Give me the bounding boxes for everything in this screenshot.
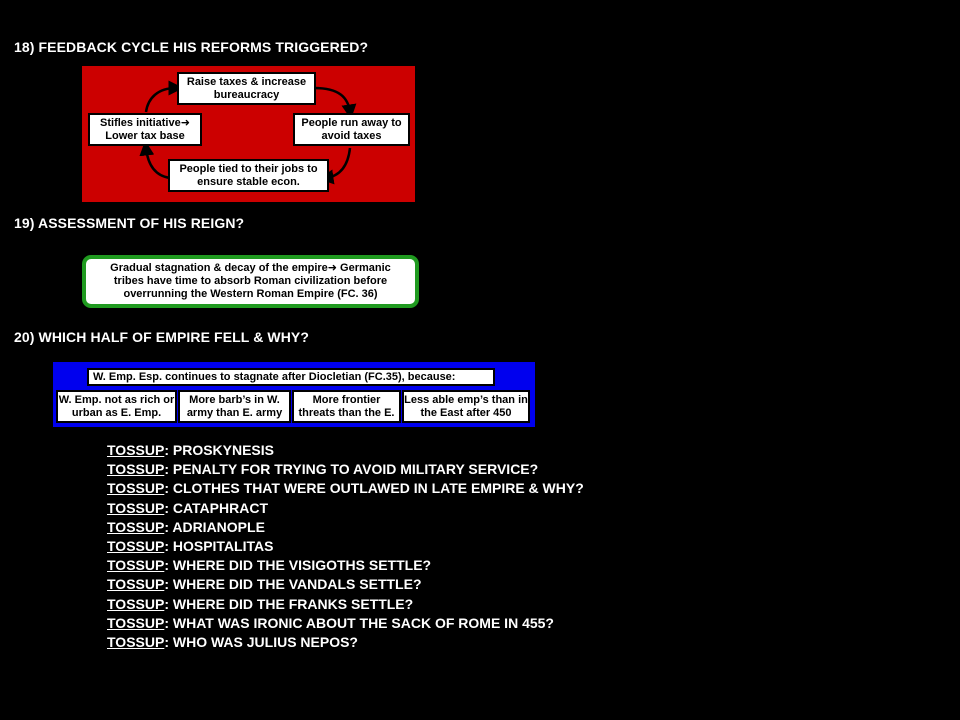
tossup-label: TOSSUP <box>107 518 165 535</box>
tossup-label: TOSSUP <box>107 442 165 458</box>
reason-text: W. Emp. not as rich or urban as E. Emp. <box>58 393 175 419</box>
tossup-label: TOSSUP <box>107 480 165 497</box>
cycle-box-stifles-text: Stifles initiative <box>100 116 181 129</box>
cycle-box-people-tied-text: People tied to their jobs to ensure stable econ. <box>179 162 318 188</box>
cycle-box-lower-tax-text: Lower tax base <box>105 129 185 142</box>
tossup-item <box>107 595 584 614</box>
cycle-box-people-run-away <box>293 113 410 146</box>
reason-box-frontier <box>292 390 401 423</box>
tossup-item <box>107 556 584 575</box>
tossup-label: TOSSUP <box>107 576 165 593</box>
tossup-list <box>107 441 584 652</box>
q19-heading: 19) ASSESSMENT OF HIS REIGN? <box>14 215 245 231</box>
empire-half-panel <box>53 362 535 427</box>
tossup-text: : WHERE DID THE VISIGOTHS SETTLE? <box>164 557 432 574</box>
cycle-arrow-left-top <box>146 88 176 112</box>
reason-text: More barb’s in W. army than E. army <box>186 393 283 419</box>
tossup-item <box>107 614 584 633</box>
tossup-item <box>107 479 584 498</box>
cycle-box-raise-taxes <box>177 72 316 105</box>
tossup-label: TOSSUP <box>107 499 165 516</box>
tossup-item <box>107 441 584 460</box>
tossup-text: : WHO WAS JULIUS NEPOS? <box>164 634 358 651</box>
half-header-text: W. Emp. Esp. continues to stagnate after Diocletian (FC.35), because: <box>93 370 456 383</box>
cycle-arrow-bottom-left <box>146 148 170 178</box>
tossup-text: : ADRIANOPLE <box>164 518 265 535</box>
tossup-label: TOSSUP <box>107 461 165 478</box>
cycle-box-stifles-initiative <box>88 113 202 146</box>
half-header-box <box>87 368 495 386</box>
tossup-label: TOSSUP <box>107 614 165 631</box>
cycle-box-raise-taxes-text: Raise taxes & increase bureaucracy <box>186 75 307 101</box>
tossup-text: : HOSPITALITAS <box>164 538 274 555</box>
tossup-item <box>107 575 584 594</box>
cycle-box-people-run-away-text: People run away to avoid taxes <box>301 116 402 142</box>
tossup-text: : PENALTY FOR TRYING TO AVOID MILITARY SERVICE? <box>164 461 539 478</box>
tossup-label: TOSSUP <box>107 595 165 612</box>
assessment-text-part1: Gradual stagnation & decay of the empire <box>110 262 328 274</box>
tossup-text: : WHERE DID THE FRANKS SETTLE? <box>164 595 414 612</box>
reason-text: More frontier threats than the E. <box>298 393 395 419</box>
tossup-text: : CATAPHRACT <box>164 499 268 516</box>
tossup-item <box>107 499 584 518</box>
q18-heading: 18) FEEDBACK CYCLE HIS REFORMS TRIGGERED? <box>14 39 369 55</box>
tossup-label: TOSSUP <box>107 634 165 651</box>
reason-box-less-able-emperors <box>402 390 530 423</box>
feedback-cycle-panel <box>82 66 415 202</box>
cycle-arrow-top-right <box>314 88 350 112</box>
reason-box-not-rich <box>56 390 177 423</box>
tossup-item <box>107 537 584 556</box>
tossup-text: : CLOTHES THAT WERE OUTLAWED IN LATE EMPIRE & WHY? <box>164 480 584 497</box>
right-arrow-icon: ➜ <box>327 262 337 274</box>
reason-box-barbarians <box>178 390 291 423</box>
cycle-arrow-right-bottom <box>326 148 350 178</box>
tossup-item <box>107 633 584 652</box>
tossup-text: : WHAT WAS IRONIC ABOUT THE SACK OF ROME IN 455? <box>164 614 554 631</box>
tossup-item <box>107 460 584 479</box>
tossup-label: TOSSUP <box>107 557 165 574</box>
cycle-box-people-tied <box>168 159 329 192</box>
q20-heading: 20) WHICH HALF OF EMPIRE FELL & WHY? <box>14 329 310 345</box>
assessment-box <box>82 255 419 308</box>
tossup-text: : PROSKYNESIS <box>164 442 275 458</box>
tossup-label: TOSSUP <box>107 538 165 555</box>
reason-text: Less able emp’s than in the East after 450 <box>404 393 528 419</box>
tossup-item <box>107 518 584 537</box>
tossup-text: : WHERE DID THE VANDALS SETTLE? <box>164 576 422 593</box>
assessment-text-part2: Germanic tribes have time to absorb Roman civilization before overrunning the Western Roman Empire (FC. 36) <box>113 262 391 300</box>
right-arrow-icon: ➜ <box>180 116 190 129</box>
